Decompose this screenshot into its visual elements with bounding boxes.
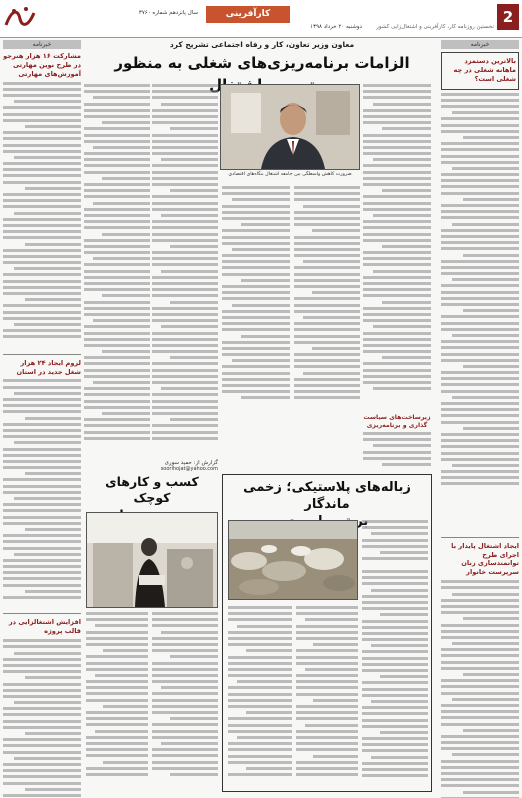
right-lead-body bbox=[441, 93, 519, 533]
left-bottom-headline: افزایش اشتغالزایی در قالب پروژه bbox=[8, 618, 81, 636]
plastic-story-intro bbox=[362, 520, 428, 566]
section-title: کارآفرینی bbox=[206, 6, 290, 23]
main-story-col-1 bbox=[363, 84, 431, 412]
main-story-col-2 bbox=[294, 186, 360, 412]
workshop-image bbox=[87, 513, 217, 607]
plastic-story-col-2 bbox=[296, 606, 358, 788]
left-mid-body bbox=[3, 379, 81, 609]
left-bottom-body bbox=[3, 639, 81, 798]
business-story-col-1 bbox=[152, 612, 218, 788]
right-lead-box bbox=[441, 52, 519, 90]
main-story-supra-headline: معاون وزیر تعاون، کار و رفاه اجتماعی تشریح کرد bbox=[169, 40, 355, 49]
official-photo-caption: ضرورت کاهش واسطگی بین جامعه اشتغال بنگاه‌های اقتصادی bbox=[228, 172, 352, 177]
plastic-story-col-3 bbox=[228, 606, 292, 788]
right-news-column bbox=[441, 40, 519, 794]
main-story-col-1-cont bbox=[363, 432, 431, 470]
plastic-waste-image bbox=[229, 521, 357, 599]
business-story-author: گزارش از: حمید سوری bbox=[164, 460, 218, 466]
issue-number: سال پانزدهم شماره ۳۷۶۰ bbox=[138, 10, 198, 16]
business-headline-line-1: کسب و کارهای کوچک bbox=[105, 474, 199, 506]
plastic-waste-photo bbox=[228, 520, 358, 600]
left-lead-body bbox=[3, 82, 81, 350]
column-label: خبرنامه bbox=[3, 40, 81, 49]
publication-date: دوشنبه ۲۰ خرداد ۱۳۹۸ bbox=[310, 24, 362, 30]
newspaper-tagline: نخستین روزنامه کار، کارآفرینی و اشتغال‌زایی کشور bbox=[376, 24, 494, 30]
plastic-headline-line-1: زباله‌های پلاستیکی؛ زخمی ماندگار bbox=[243, 480, 411, 512]
main-story-col-5 bbox=[84, 84, 150, 470]
business-story-col-2 bbox=[86, 612, 148, 788]
business-story-email[interactable]: soorihojat@yahoo.com bbox=[160, 466, 218, 472]
main-story-col-4 bbox=[152, 84, 218, 470]
right-lead-headline: بالاترین دستمزد ماهانه شغلی در چه شغلی است؟ bbox=[453, 57, 516, 83]
official-photo bbox=[220, 84, 360, 170]
newspaper-logo bbox=[4, 3, 38, 33]
official-portrait-image bbox=[221, 85, 359, 169]
left-news-column bbox=[3, 40, 81, 794]
left-mid-headline: لزوم ایجاد ۲۴ هزار شغل جدید در استان bbox=[16, 358, 81, 376]
right-bottom-headline: ایجاد اشتغال پایدار با اجرای طرح توانمندسازی زنان سرپرست خانوار bbox=[451, 541, 519, 577]
page-header bbox=[0, 0, 522, 38]
column-label: خبرنامه bbox=[441, 40, 519, 49]
main-story-col-3 bbox=[222, 186, 290, 412]
main-story-subheading: زیرساخت‌های سیاست گذاری و برنامه‌ریزی bbox=[363, 414, 431, 430]
main-story-headline: الزامات برنامه‌ریزی‌های شغلی به منظور bbox=[114, 54, 410, 72]
workshop-photo bbox=[86, 512, 218, 608]
right-bottom-body bbox=[441, 580, 519, 798]
page-number: 2 bbox=[497, 4, 519, 30]
left-lead-headline: مشارکت ۱۶ هزار هنرجو در طرح نوین مهارتی آموزش‌های مهارتی bbox=[3, 52, 81, 78]
plastic-story-col-1 bbox=[362, 570, 428, 788]
